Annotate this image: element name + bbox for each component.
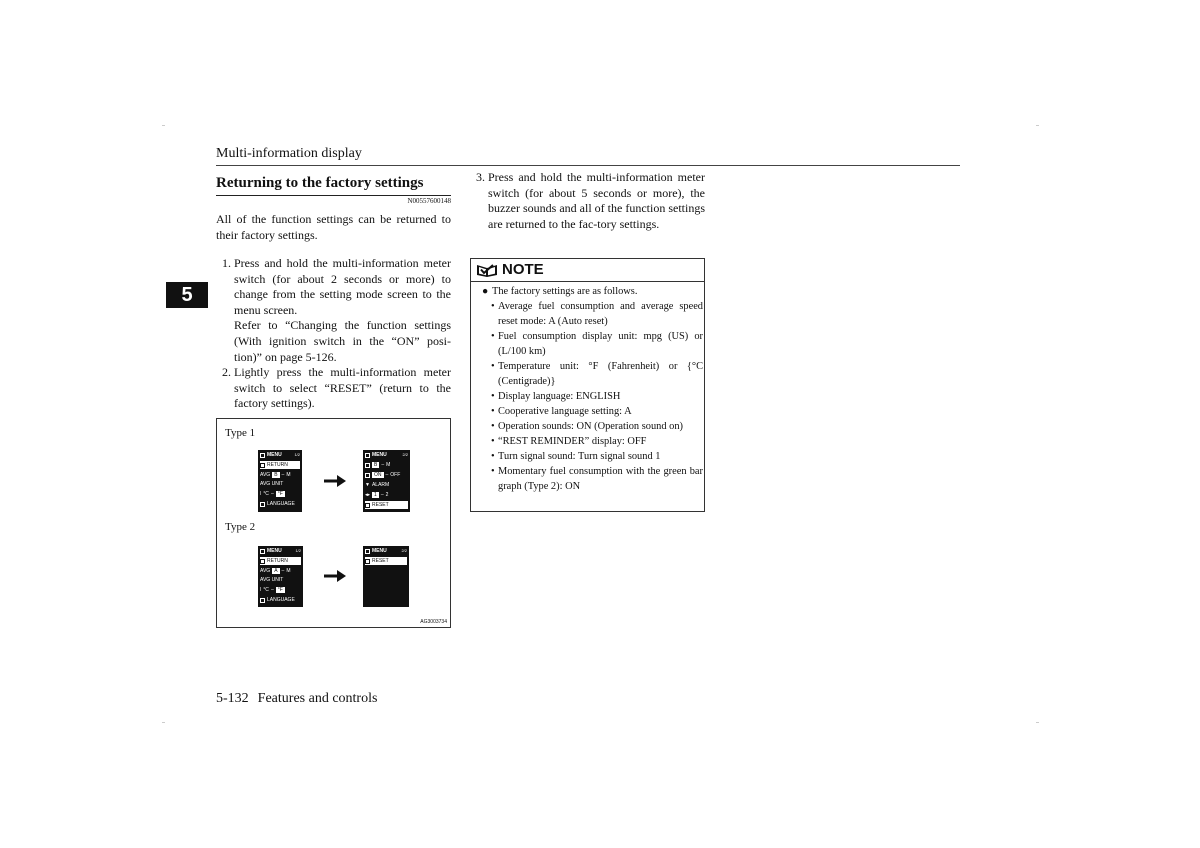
return-icon <box>260 463 265 468</box>
list-item: • Display language: ENGLISH <box>491 391 621 402</box>
figure-box <box>216 418 451 628</box>
menu-icon <box>365 453 370 458</box>
screen-row: AVG B – M <box>260 472 291 478</box>
screen-row: ◂▸ 1 – 2 <box>365 492 389 498</box>
header-rule <box>216 165 960 166</box>
list-item: • Turn signal sound: Turn signal sound 1 <box>491 451 661 462</box>
display-screen-type2-menu2 <box>363 546 409 607</box>
footer-section-name: Features and controls <box>257 691 378 706</box>
note-box <box>470 258 705 512</box>
return-icon <box>260 559 265 564</box>
screen-row: RESET <box>365 501 408 509</box>
right-arrow-icon <box>324 475 346 487</box>
list-item: • Operation sounds: ON (Operation sound on) <box>491 421 683 432</box>
step-reference: Refer to “Changing the function settings (With ignition switch in the “ON” posi-tion)” on page 5-126. <box>234 318 451 364</box>
page-number: 5-132 <box>216 691 249 706</box>
display-screen-type1-menu2 <box>363 450 410 512</box>
figure-code: AG3003734 <box>420 619 447 625</box>
list-item: • Momentary fuel consumption with the green bar graph (Type 2): ON <box>491 466 703 492</box>
step-2 <box>222 365 451 412</box>
list-item: • “REST REMINDER” display: OFF <box>491 436 647 447</box>
screen-row: ǀ °C – °F <box>260 491 283 497</box>
right-arrow-icon <box>324 570 346 582</box>
step-text: Lightly press the multi-information meter switch to select “RESET” (return to the factory settings). <box>234 365 451 411</box>
bullet-dot-icon: ● <box>482 286 489 297</box>
screen-title: MENU <box>372 452 387 458</box>
step-1 <box>222 256 451 365</box>
reset-icon <box>365 559 370 564</box>
screen-row: LANGUAGE <box>260 596 301 604</box>
crop-mark <box>1036 722 1039 723</box>
page-footer <box>216 691 377 707</box>
alarm-icon: ▼ <box>365 482 370 488</box>
note-header <box>471 259 704 282</box>
note-lead: ● The factory settings are as follows. <box>482 286 638 297</box>
screen-row: ▼ ALARM <box>365 482 390 488</box>
menu-icon <box>260 453 265 458</box>
running-head: Multi-information display <box>216 146 362 161</box>
step-number: 2. <box>222 365 231 380</box>
sound-icon <box>365 473 370 478</box>
steps-list <box>222 256 451 412</box>
step-text: Press and hold the multi-information meter switch (for about 5 seconds or more), the buzzer sounds and all of the function settings are returned to the fac-tory settings. <box>488 170 705 231</box>
display-screen-type2-menu1 <box>258 546 303 607</box>
screen-row: AVG A – M <box>260 568 291 574</box>
screen-page: 2/2 <box>402 452 408 457</box>
display-screen-type1-menu1 <box>258 450 302 512</box>
step-number: 1. <box>222 256 231 270</box>
title-rule <box>216 195 451 196</box>
reset-icon <box>365 503 370 508</box>
thermometer-icon: ǀ <box>260 491 262 497</box>
reset-mode-icon <box>365 463 370 468</box>
turn-signal-icon: ◂▸ <box>365 492 371 498</box>
crop-mark <box>1036 125 1039 126</box>
screen-row: RESET <box>365 557 407 565</box>
figure-type2-label: Type 2 <box>225 521 256 533</box>
screen-row: ǀ °C – °F <box>260 587 283 593</box>
figure-type1-label: Type 1 <box>225 427 256 439</box>
crop-mark <box>162 125 165 126</box>
note-body <box>482 284 703 494</box>
screen-title: MENU <box>267 452 282 458</box>
note-list <box>482 299 703 494</box>
screen-page: 1/2 <box>295 548 301 553</box>
list-item: • Fuel consumption display unit: mpg (US) or (L/100 km) <box>491 331 703 357</box>
chapter-tab: 5 <box>166 282 208 308</box>
screen-row: ON – OFF <box>365 471 408 479</box>
language-icon <box>260 502 265 507</box>
step-number: 3. <box>476 170 485 184</box>
section-title: Returning to the factory settings <box>216 175 424 191</box>
menu-icon <box>365 549 370 554</box>
crop-mark <box>162 722 165 723</box>
language-icon <box>260 598 265 603</box>
section-code: N00557600148 <box>407 197 451 205</box>
screen-row: B – M <box>365 461 408 469</box>
list-item: • Cooperative language setting: A <box>491 406 632 417</box>
screen-row: RETURN <box>260 557 301 565</box>
screen-row: AVG UNIT <box>260 481 284 487</box>
screen-row: RETURN <box>260 461 300 469</box>
screen-page: 2/2 <box>401 548 407 553</box>
screen-row: LANGUAGE <box>260 500 300 508</box>
thermometer-icon: ǀ <box>260 587 262 593</box>
step-text: Press and hold the multi-information meter switch (for about 2 seconds or more) to change from the setting mode screen to the menu screen. <box>234 256 451 317</box>
screen-title: MENU <box>372 548 387 554</box>
note-title: NOTE <box>502 261 544 278</box>
menu-icon <box>260 549 265 554</box>
list-item: • Average fuel consumption and average speed reset mode: A (Auto reset) <box>491 301 703 327</box>
screen-row: AVG UNIT <box>260 577 284 583</box>
intro-paragraph: All of the function settings can be returned to their factory settings. <box>216 212 451 242</box>
list-item: • Temperature unit: °F (Fahrenheit) or {°C (Centigrade)} <box>491 361 703 387</box>
screen-title: MENU <box>267 548 282 554</box>
step-3 <box>476 170 705 232</box>
screen-page: 1/2 <box>294 452 300 457</box>
note-book-icon <box>476 263 498 277</box>
